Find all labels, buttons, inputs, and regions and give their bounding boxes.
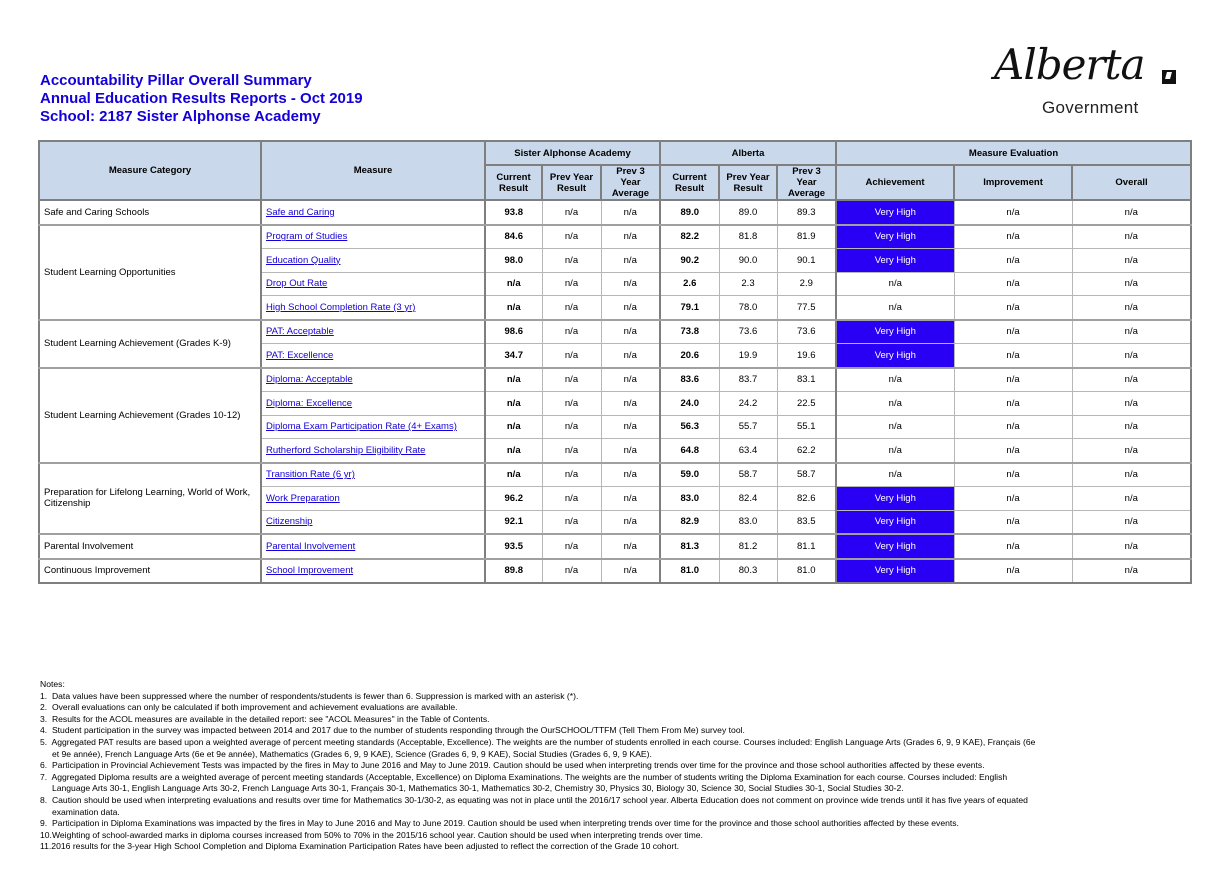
- alberta-current-result: 82.2: [660, 225, 719, 249]
- measure-cell: [261, 296, 485, 320]
- alberta-prev-3yr-average: 89.3: [777, 200, 836, 225]
- note-item: examination data.: [40, 806, 120, 817]
- report-title: Accountability Pillar Overall Summary: [40, 72, 312, 89]
- school-prev-3yr-average: n/a: [601, 415, 660, 439]
- school-current-result: n/a: [485, 392, 542, 416]
- school-prev-3yr-average: n/a: [601, 296, 660, 320]
- achievement-evaluation: Very High: [836, 344, 954, 368]
- table-row: [39, 368, 1191, 392]
- alberta-current-result: 83.6: [660, 368, 719, 392]
- measure-cell: [261, 559, 485, 584]
- table-row: [39, 534, 1191, 559]
- alberta-prev-year-result: 82.4: [719, 487, 777, 511]
- school-current-result: n/a: [485, 296, 542, 320]
- report-subtitle: Annual Education Results Reports - Oct 2019: [40, 90, 363, 107]
- school-prev-3yr-average: n/a: [601, 510, 660, 534]
- improvement-evaluation: n/a: [954, 368, 1072, 392]
- improvement-evaluation: n/a: [954, 392, 1072, 416]
- overall-evaluation: n/a: [1072, 559, 1191, 584]
- alberta-prev-3yr-average: 55.1: [777, 415, 836, 439]
- alberta-prev-year-result: 78.0: [719, 296, 777, 320]
- note-item: Language Arts 30-1, English Language Arts 30-2, French Language Arts 30-1, Français 30-1, Mathematics 30-1, Mathematics 30-2, Chemistry 30, Physics 30, Biology 30, Science 30, Social Studies 30-1, Social Studies 30-2.: [40, 783, 904, 794]
- measure-link[interactable]: PAT: Excellence: [266, 349, 334, 361]
- alberta-prev-year-result: 73.6: [719, 320, 777, 344]
- achievement-evaluation: Very High: [836, 510, 954, 534]
- school-current-result: n/a: [485, 415, 542, 439]
- school-prev-year-result: n/a: [542, 463, 601, 487]
- achievement-evaluation: n/a: [836, 368, 954, 392]
- measure-link[interactable]: High School Completion Rate (3 yr): [266, 301, 416, 313]
- alberta-prev-year-result: 83.7: [719, 368, 777, 392]
- alberta-prev-3yr-average: 73.6: [777, 320, 836, 344]
- alberta-prev-3yr-average: 81.1: [777, 534, 836, 559]
- col-overall: Overall: [1072, 165, 1191, 200]
- overall-evaluation: n/a: [1072, 463, 1191, 487]
- alberta-prev-3yr-average: 2.9: [777, 272, 836, 296]
- alberta-current-result: 79.1: [660, 296, 719, 320]
- col-school-prev-3yr: Prev 3 Year Average: [601, 165, 660, 200]
- school-prev-3yr-average: n/a: [601, 272, 660, 296]
- school-prev-year-result: n/a: [542, 296, 601, 320]
- overall-evaluation: n/a: [1072, 415, 1191, 439]
- achievement-evaluation: Very High: [836, 534, 954, 559]
- achievement-evaluation: n/a: [836, 463, 954, 487]
- measure-link[interactable]: Safe and Caring: [266, 206, 335, 218]
- alberta-current-result: 59.0: [660, 463, 719, 487]
- note-item: 3. Results for the ACOL measures are available in the detailed report: see "ACOL Measures" in the Table of Contents.: [40, 713, 490, 724]
- measure-cell: [261, 272, 485, 296]
- school-current-result: 98.0: [485, 249, 542, 273]
- achievement-evaluation: Very High: [836, 559, 954, 584]
- measure-link[interactable]: Citizenship: [266, 516, 313, 528]
- category-cell: Parental Involvement: [39, 534, 261, 559]
- measure-cell: [261, 368, 485, 392]
- school-current-result: 93.5: [485, 534, 542, 559]
- table-row: [39, 559, 1191, 584]
- improvement-evaluation: n/a: [954, 296, 1072, 320]
- note-item: 11.2016 results for the 3-year High School Completion and Diploma Examination Participation Rates have been adjusted to reflect the correction of the Grade 10 cohort.: [40, 841, 680, 852]
- school-current-result: 92.1: [485, 510, 542, 534]
- school-prev-3yr-average: n/a: [601, 368, 660, 392]
- alberta-prev-year-result: 81.2: [719, 534, 777, 559]
- measure-link[interactable]: Transition Rate (6 yr): [266, 469, 355, 481]
- note-item: 8. Caution should be used when interpreting evaluations and results over time for Mathematics 30-1/30-2, as equating was not in place until the 2016/17 school year. Alberta Education does not comment on province wide trends until it has five years of equated: [40, 794, 1028, 805]
- measure-cell: [261, 344, 485, 368]
- overall-evaluation: n/a: [1072, 344, 1191, 368]
- achievement-evaluation: Very High: [836, 249, 954, 273]
- measure-link[interactable]: Drop Out Rate: [266, 278, 328, 290]
- school-current-result: 84.6: [485, 225, 542, 249]
- overall-evaluation: n/a: [1072, 249, 1191, 273]
- school-name: School: 2187 Sister Alphonse Academy: [40, 108, 321, 125]
- col-measure: Measure: [261, 141, 485, 200]
- improvement-evaluation: n/a: [954, 415, 1072, 439]
- alberta-current-result: 73.8: [660, 320, 719, 344]
- school-prev-year-result: n/a: [542, 510, 601, 534]
- alberta-current-result: 81.3: [660, 534, 719, 559]
- category-cell: Student Learning Achievement (Grades 10-12): [39, 368, 261, 463]
- school-prev-3yr-average: n/a: [601, 487, 660, 511]
- school-prev-3yr-average: n/a: [601, 249, 660, 273]
- measure-cell: [261, 463, 485, 487]
- overall-evaluation: n/a: [1072, 510, 1191, 534]
- alberta-prev-year-result: 89.0: [719, 200, 777, 225]
- measure-link[interactable]: Education Quality: [266, 254, 341, 266]
- category-cell: Student Learning Achievement (Grades K-9): [39, 320, 261, 368]
- alberta-prev-year-result: 80.3: [719, 559, 777, 584]
- overall-evaluation: n/a: [1072, 439, 1191, 463]
- improvement-evaluation: n/a: [954, 534, 1072, 559]
- school-prev-3yr-average: n/a: [601, 392, 660, 416]
- school-prev-year-result: n/a: [542, 344, 601, 368]
- school-current-result: n/a: [485, 368, 542, 392]
- measure-cell: [261, 415, 485, 439]
- improvement-evaluation: n/a: [954, 559, 1072, 584]
- measure-link[interactable]: Parental Involvement: [266, 540, 356, 552]
- improvement-evaluation: n/a: [954, 487, 1072, 511]
- alberta-prev-year-result: 55.7: [719, 415, 777, 439]
- summary-table: [38, 140, 1192, 584]
- school-prev-3yr-average: n/a: [601, 559, 660, 584]
- alberta-current-result: 89.0: [660, 200, 719, 225]
- table-row: [39, 463, 1191, 487]
- note-item: 6. Participation in Provincial Achievement Tests was impacted by the fires in May to June 2016 and May to June 2019. Caution should be used when interpreting trends over time for the province and those school authorities affected by these events.: [40, 760, 985, 771]
- col-improvement: Improvement: [954, 165, 1072, 200]
- improvement-evaluation: n/a: [954, 225, 1072, 249]
- measure-link[interactable]: Program of Studies: [266, 231, 348, 243]
- col-measure-category: Measure Category: [39, 141, 261, 200]
- school-prev-year-result: n/a: [542, 487, 601, 511]
- notes-heading: Notes:: [40, 679, 65, 689]
- improvement-evaluation: n/a: [954, 272, 1072, 296]
- note-item: 9. Participation in Diploma Examinations was impacted by the fires in May to June 2016 and May to June 2019. Caution should be used when interpreting trends over time for the province and those school authorities affected by these events.: [40, 818, 959, 829]
- improvement-evaluation: n/a: [954, 344, 1072, 368]
- category-cell: Preparation for Lifelong Learning, World of Work, Citizenship: [39, 463, 261, 535]
- school-prev-year-result: n/a: [542, 368, 601, 392]
- school-prev-year-result: n/a: [542, 415, 601, 439]
- alberta-prev-year-result: 2.3: [719, 272, 777, 296]
- school-current-result: n/a: [485, 272, 542, 296]
- measure-cell: [261, 534, 485, 559]
- note-item: 5. Aggregated PAT results are based upon a weighted average of percent meeting standards (Acceptable, Excellence). The weights are the number of students enrolled in each course. Courses included: English Language Arts (Grades 6, 9, 9 KAE), Français (6e: [40, 736, 1036, 747]
- alberta-prev-3yr-average: 77.5: [777, 296, 836, 320]
- alberta-current-result: 24.0: [660, 392, 719, 416]
- col-alberta-prev-3yr: Prev 3 Year Average: [777, 165, 836, 200]
- achievement-evaluation: Very High: [836, 225, 954, 249]
- col-alberta-current: Current Result: [660, 165, 719, 200]
- school-prev-year-result: n/a: [542, 392, 601, 416]
- alberta-prev-3yr-average: 83.5: [777, 510, 836, 534]
- school-prev-3yr-average: n/a: [601, 225, 660, 249]
- measure-link[interactable]: Diploma: Acceptable: [266, 374, 353, 386]
- school-prev-3yr-average: n/a: [601, 534, 660, 559]
- alberta-prev-year-result: 81.8: [719, 225, 777, 249]
- government-wordmark: Government: [1042, 98, 1139, 117]
- col-alberta-prev-year: Prev Year Result: [719, 165, 777, 200]
- measure-link[interactable]: Diploma Exam Participation Rate (4+ Exams): [266, 421, 457, 433]
- category-cell: Safe and Caring Schools: [39, 200, 261, 225]
- school-prev-year-result: n/a: [542, 225, 601, 249]
- improvement-evaluation: n/a: [954, 200, 1072, 225]
- measure-cell: [261, 200, 485, 225]
- alberta-prev-3yr-average: 22.5: [777, 392, 836, 416]
- school-prev-year-result: n/a: [542, 534, 601, 559]
- achievement-evaluation: Very High: [836, 200, 954, 225]
- school-current-result: 98.6: [485, 320, 542, 344]
- school-current-result: 93.8: [485, 200, 542, 225]
- report-title-block: [40, 72, 363, 126]
- note-item: 2. Overall evaluations can only be calculated if both improvement and achievement evaluations are available.: [40, 702, 458, 713]
- achievement-evaluation: n/a: [836, 439, 954, 463]
- alberta-current-result: 56.3: [660, 415, 719, 439]
- alberta-current-result: 2.6: [660, 272, 719, 296]
- col-school-current: Current Result: [485, 165, 542, 200]
- measure-link[interactable]: Diploma: Excellence: [266, 397, 353, 409]
- alberta-current-result: 64.8: [660, 439, 719, 463]
- measure-link[interactable]: Work Preparation: [266, 492, 340, 504]
- school-current-result: n/a: [485, 463, 542, 487]
- measure-cell: [261, 249, 485, 273]
- alberta-prev-3yr-average: 81.0: [777, 559, 836, 584]
- overall-evaluation: n/a: [1072, 225, 1191, 249]
- notes-list: [40, 691, 1190, 853]
- measure-link[interactable]: School Improvement: [266, 565, 354, 577]
- school-prev-3yr-average: n/a: [601, 463, 660, 487]
- alberta-wordmark: Alberta: [994, 40, 1145, 89]
- achievement-evaluation: Very High: [836, 487, 954, 511]
- overall-evaluation: n/a: [1072, 534, 1191, 559]
- overall-evaluation: n/a: [1072, 368, 1191, 392]
- alberta-current-result: 20.6: [660, 344, 719, 368]
- note-item: et 9e année), French Language Arts (6e et 9e année), Mathematics (Grades 6, 9, 9 KAE), Science (Grades 6, 9, 9 KAE), Social Studies (Grades 6, 9, 9 KAE).: [40, 748, 652, 759]
- improvement-evaluation: n/a: [954, 510, 1072, 534]
- category-cell: Student Learning Opportunities: [39, 225, 261, 320]
- measure-cell: [261, 225, 485, 249]
- school-prev-3yr-average: n/a: [601, 320, 660, 344]
- alberta-current-result: 90.2: [660, 249, 719, 273]
- measure-cell: [261, 392, 485, 416]
- improvement-evaluation: n/a: [954, 439, 1072, 463]
- improvement-evaluation: n/a: [954, 249, 1072, 273]
- school-prev-year-result: n/a: [542, 200, 601, 225]
- alberta-current-result: 83.0: [660, 487, 719, 511]
- table-row: [39, 320, 1191, 344]
- alberta-prev-year-result: 24.2: [719, 392, 777, 416]
- alberta-prev-3yr-average: 90.1: [777, 249, 836, 273]
- school-current-result: 96.2: [485, 487, 542, 511]
- school-prev-year-result: n/a: [542, 439, 601, 463]
- category-cell: Continuous Improvement: [39, 559, 261, 584]
- alberta-prev-year-result: 90.0: [719, 249, 777, 273]
- note-item: 7. Aggregated Diploma results are a weighted average of percent meeting standards (Acceptable, Excellence) on Diploma Examinations. The weights are the number of students writing the Diploma Examination for each course. Courses included: English: [40, 771, 1008, 782]
- alberta-prev-3yr-average: 82.6: [777, 487, 836, 511]
- achievement-evaluation: Very High: [836, 320, 954, 344]
- measure-cell: [261, 320, 485, 344]
- school-prev-3yr-average: n/a: [601, 439, 660, 463]
- flag-icon: [1162, 70, 1176, 84]
- alberta-prev-year-result: 63.4: [719, 439, 777, 463]
- alberta-current-result: 82.9: [660, 510, 719, 534]
- measure-link[interactable]: PAT: Acceptable: [266, 326, 334, 338]
- alberta-prev-year-result: 83.0: [719, 510, 777, 534]
- alberta-prev-3yr-average: 83.1: [777, 368, 836, 392]
- school-current-result: 34.7: [485, 344, 542, 368]
- alberta-prev-year-result: 58.7: [719, 463, 777, 487]
- alberta-prev-3yr-average: 81.9: [777, 225, 836, 249]
- school-current-result: 89.8: [485, 559, 542, 584]
- note-item: 10.Weighting of school-awarded marks in diploma courses increased from 50% to 70% in the 2015/16 school year. Caution should be used when interpreting trends over time.: [40, 829, 703, 840]
- notes-section: [40, 679, 1190, 853]
- table-row: [39, 225, 1191, 249]
- col-school-prev-year: Prev Year Result: [542, 165, 601, 200]
- group-school: Sister Alphonse Academy: [485, 141, 660, 165]
- note-item: 1. Data values have been suppressed where the number of respondents/students is fewer than 6. Suppression is marked with an asterisk (*).: [40, 690, 579, 701]
- overall-evaluation: n/a: [1072, 320, 1191, 344]
- overall-evaluation: n/a: [1072, 272, 1191, 296]
- alberta-prev-3yr-average: 62.2: [777, 439, 836, 463]
- note-item: 4. Student participation in the survey was impacted between 2014 and 2017 due to the number of students responding through the OurSCHOOL/TTFM (Tell Them From Me) survey tool.: [40, 725, 745, 736]
- school-prev-3yr-average: n/a: [601, 200, 660, 225]
- improvement-evaluation: n/a: [954, 463, 1072, 487]
- school-current-result: n/a: [485, 439, 542, 463]
- achievement-evaluation: n/a: [836, 272, 954, 296]
- alberta-prev-3yr-average: 58.7: [777, 463, 836, 487]
- alberta-current-result: 81.0: [660, 559, 719, 584]
- alberta-prev-3yr-average: 19.6: [777, 344, 836, 368]
- school-prev-year-result: n/a: [542, 272, 601, 296]
- alberta-government-logo: [990, 40, 1190, 120]
- achievement-evaluation: n/a: [836, 296, 954, 320]
- measure-cell: [261, 439, 485, 463]
- school-prev-3yr-average: n/a: [601, 344, 660, 368]
- achievement-evaluation: n/a: [836, 415, 954, 439]
- overall-evaluation: n/a: [1072, 200, 1191, 225]
- overall-evaluation: n/a: [1072, 392, 1191, 416]
- measure-cell: [261, 487, 485, 511]
- alberta-prev-year-result: 19.9: [719, 344, 777, 368]
- group-measure-evaluation: Measure Evaluation: [836, 141, 1191, 165]
- measure-cell: [261, 510, 485, 534]
- achievement-evaluation: n/a: [836, 392, 954, 416]
- measure-link[interactable]: Rutherford Scholarship Eligibility Rate: [266, 444, 426, 456]
- col-achievement: Achievement: [836, 165, 954, 200]
- overall-evaluation: n/a: [1072, 487, 1191, 511]
- table-row: [39, 200, 1191, 225]
- overall-evaluation: n/a: [1072, 296, 1191, 320]
- improvement-evaluation: n/a: [954, 320, 1072, 344]
- group-alberta: Alberta: [660, 141, 836, 165]
- school-prev-year-result: n/a: [542, 559, 601, 584]
- school-prev-year-result: n/a: [542, 320, 601, 344]
- school-prev-year-result: n/a: [542, 249, 601, 273]
